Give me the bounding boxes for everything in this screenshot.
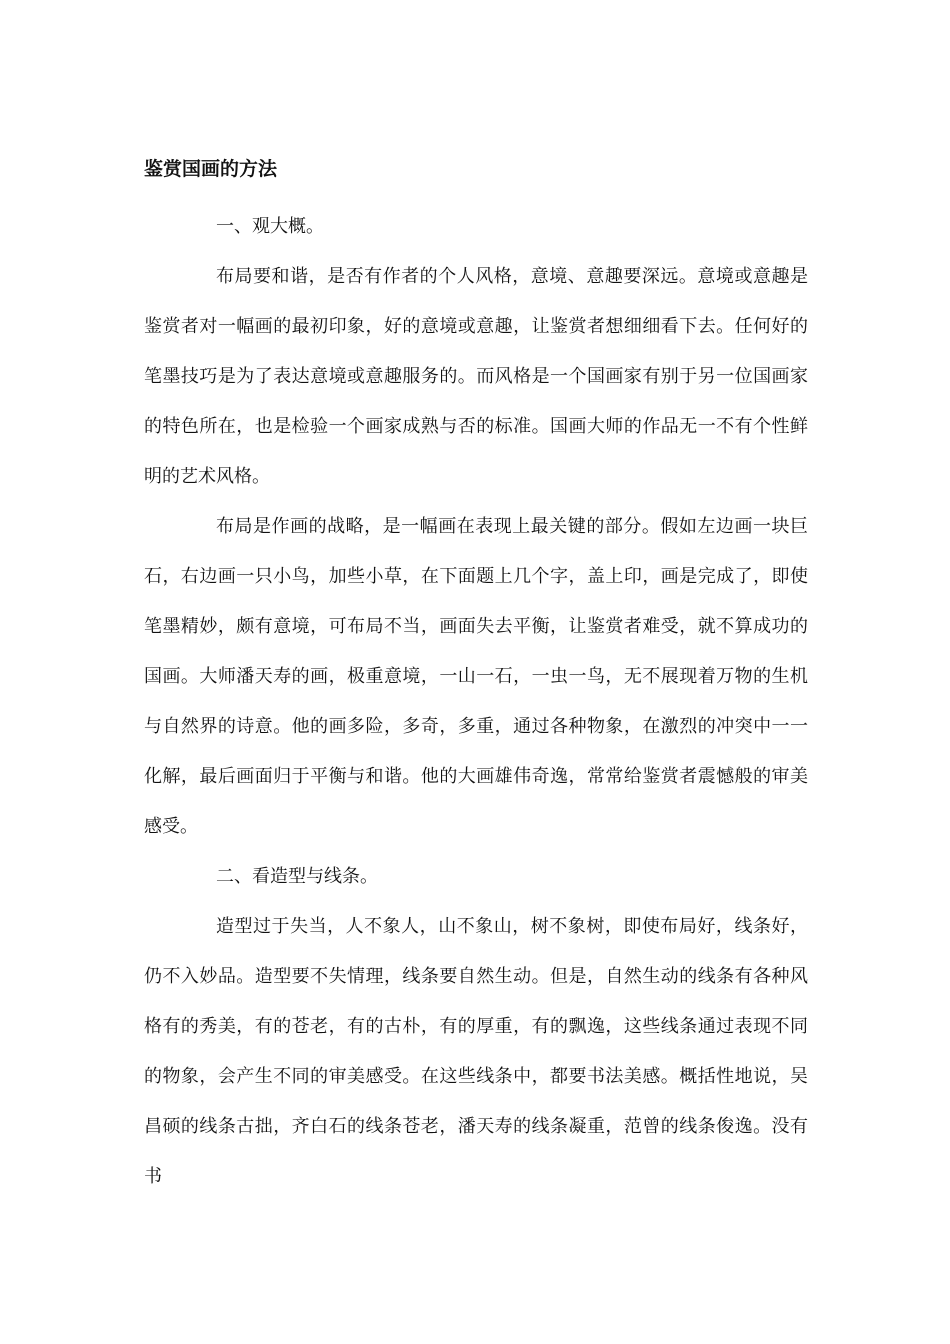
paragraph-2: 布局是作画的战略，是一幅画在表现上最关键的部分。假如左边画一块巨石，右边画一只小鸟，加些小草，在下面题上几个字，盖上印，画是完成了，即使笔墨精妙，颇有意境，可布局不当，画面失去平衡，让鉴赏者难受，就不算成功的国画。大师潘天寿的画，极重意境，一山一石，一虫一鸟，无不展现着万物的生机与自然界的诗意。他的画多险，多奇，多重，通过各种物象，在激烈的冲突中一一化解，最后画面归于平衡与和谐。他的大画雄伟奇逸，常常给鉴赏者震憾般的审美感受。 [144,516,808,837]
paragraph-3: 造型过于失当，人不象人，山不象山，树不象树，即使布局好，线条好，仍不入妙品。造型要不失情理，线条要自然生动。但是，自然生动的线条有各种风格有的秀美，有的苍老，有的古朴，有的厚重，有的飘逸，这些线条通过表现不同的物象，会产生不同的审美感受。在这些线条中，都要书法美感。概括性地说，吴昌硕的线条古拙，齐白石的线条苍老，潘天寿的线条凝重，范曾的线条俊逸。没有书 [144,916,808,1187]
section-heading-2: 二、看造型与线条。 [216,866,378,887]
document-title: 鉴赏国画的方法 [144,158,278,180]
paragraph-1: 布局要和谐，是否有作者的个人风格，意境、意趣要深远。意境或意趣是鉴赏者对一幅画的最初印象，好的意境或意趣，让鉴赏者想细细看下去。任何好的笔墨技巧是为了表达意境或意趣服务的。而风格是一个国画家有别于另一位国画家的特色所在，也是检验一个画家成熟与否的标准。国画大师的作品无一不有个性鲜明的艺术风格。 [144,266,808,487]
section-heading-1: 一、观大概。 [216,216,324,237]
document-page [144,152,808,1202]
